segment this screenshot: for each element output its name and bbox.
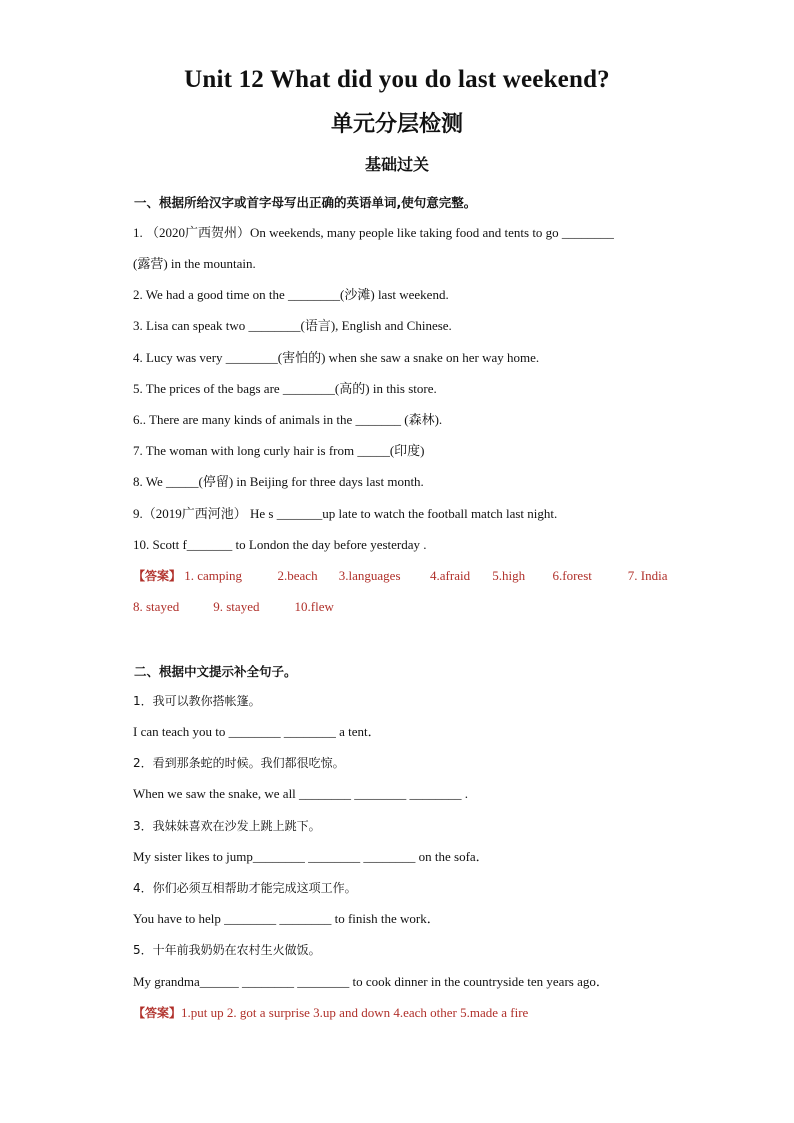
question-5: 5. The prices of the bags are ________(高的) in this store. [133, 381, 437, 396]
question-3: 3. Lisa can speak two ________(语言), English and Chinese. [133, 318, 452, 333]
answer-item: 8. stayed [133, 599, 180, 614]
question-2: 2. We had a good time on the ________(沙滩) last weekend. [133, 287, 449, 302]
question-4: 4. Lucy was very ________(害怕的) when she saw a snake on her way home. [133, 350, 540, 365]
prompt-3-english: My sister likes to jump________ ________ ________ on the sofa． [133, 849, 489, 864]
prompt-2-chinese: 2．看到那条蛇的时候。我们都很吃惊。 [133, 756, 345, 770]
answer-item: 6.forest [552, 568, 592, 583]
answer-label: 【答案】 [133, 569, 182, 583]
question-8: 8. We _____(停留) in Beijing for three days last month. [133, 474, 424, 489]
answer-item: 4.afraid [430, 568, 471, 583]
section-2-heading: 二、根据中文提示补全句子。 [134, 664, 297, 679]
page-subtitle-cn: 单元分层检测 [330, 112, 463, 137]
prompt-3-chinese: 3．我妹妹喜欢在沙发上跳上跳下。 [133, 819, 321, 833]
section-1-answers-row-2 [133, 599, 334, 615]
section-2-answers [133, 1005, 528, 1021]
answer-item: 9. stayed [213, 599, 260, 614]
answer-label: 【答案】 [133, 1006, 182, 1020]
question-9: 9.（2019广西河池） He s _______up late to watch the football match last night. [133, 506, 558, 521]
prompt-4-english: You have to help ________ ________ to finish the work． [133, 911, 440, 926]
answer-item: 7. India [627, 568, 668, 583]
prompt-1-english: I can teach you to ________ ________ a tent． [133, 724, 381, 739]
prompt-5-chinese: 5．十年前我奶奶在农村生火做饭。 [133, 943, 321, 957]
prompt-1-chinese: 1．我可以教你搭帐篷。 [133, 694, 261, 708]
level-heading: 基础过关 [364, 155, 429, 174]
answer-item: 3.languages [338, 568, 401, 583]
question-7: 7. The woman with long curly hair is from _____(印度) [133, 443, 425, 458]
prompt-5-english: My grandma______ ________ ________ to cook dinner in the countryside ten years ago． [133, 974, 609, 989]
question-10: 10. Scott f_______ to London the day before yesterday . [133, 537, 427, 552]
question-1-line-2: (露营) in the mountain. [133, 256, 256, 271]
answer-text: 1.put up 2. got a surprise 3.up and down 4.each other 5.made a fire [181, 1005, 529, 1020]
answer-item: 5.high [492, 568, 526, 583]
answer-item: 2.beach [277, 568, 318, 583]
prompt-4-chinese: 4．你们必须互相帮助才能完成这项工作。 [133, 881, 357, 895]
question-1-line-1: 1. （2020广西贺州）On weekends, many people like taking food and tents to go ________ [133, 225, 614, 240]
prompt-2-english: When we saw the snake, we all ________ ________ ________ . [133, 786, 469, 801]
answer-item: 1. camping [184, 568, 243, 583]
answer-item: 10.flew [294, 599, 334, 614]
page-title: Unit 12 What did you do last weekend? [184, 66, 610, 93]
section-1-heading: 一、根据所给汉字或首字母写出正确的英语单词,使句意完整。 [134, 195, 477, 210]
section-1-answers-row-1 [133, 568, 667, 584]
question-6: 6.. There are many kinds of animals in the _______ (森林). [133, 412, 443, 427]
